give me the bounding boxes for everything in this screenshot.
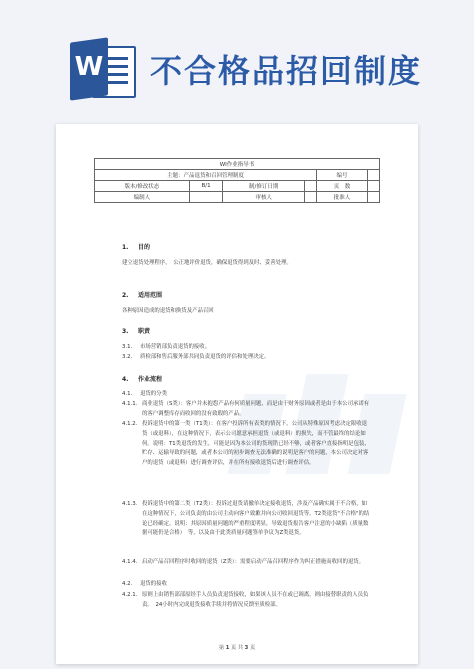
document-page <box>56 124 418 664</box>
header-page-label: 页 数 <box>316 181 367 192</box>
item-text: 市场营销部负责退货的接收。 <box>140 344 211 350</box>
paragraph-4-2-1 <box>122 591 372 611</box>
item-number: 4.1.1. <box>122 401 138 407</box>
page-footer <box>56 644 418 651</box>
section-number: 1. <box>122 244 129 251</box>
item-number: 4.1. <box>122 391 133 397</box>
item-text: 退货的分类 <box>140 391 167 397</box>
banner-title: 不合格品招回制度 <box>150 52 423 90</box>
header-table <box>94 158 380 203</box>
footer-total-pages: 3 <box>244 645 249 651</box>
list-item <box>122 390 167 400</box>
paragraph-4-1-3 <box>122 500 372 539</box>
word-icon-letter: W <box>74 52 104 82</box>
footer-suffix: 页 <box>249 645 256 651</box>
item-text: 启动产品召回程序时收回的退货（Z类）：需要启动产品召回程序作为纠正措施而收回的退货。 <box>142 559 365 565</box>
section-3-heading <box>122 326 150 335</box>
header-table-title: WI作业指导书 <box>95 159 380 170</box>
item-number: 3.1. <box>122 344 133 350</box>
item-text: 投诉退货中的第二类（T2类）：投诉过退货请撤单决定接收退货，涉及产品确实属于不合格，如在这种情况下，公司负责的由公司主动向客户致歉并向公司收回退货等。T2类退货"不合格"的结论已经确定。说明：其原因质量问题的严重程度明显，导致退货报告客户注意的小缺陷（质量数据可能仍是合格） 等，以及由于此类质量问题签单争议为Z类退货。 <box>142 501 370 537</box>
item-text: 退货的接收 <box>140 581 167 587</box>
header-page-value <box>368 181 380 192</box>
banner <box>0 0 474 118</box>
section-title: 适用范围 <box>138 292 163 299</box>
list-item <box>122 353 269 363</box>
header-reviewer-value <box>305 192 317 203</box>
header-author-label: 编制人 <box>95 192 190 203</box>
header-version-value: B/1 <box>189 181 223 192</box>
section-title: 作业流程 <box>138 376 163 383</box>
item-text: 商业退货（S类）：客户并未抱怨产品有何质量问题，而是由于财务原因或者是由于本公司承诺有的客户调整库存而收回的没有致瑕的产品。 <box>142 401 370 417</box>
paragraph-4-1-1 <box>122 400 372 420</box>
header-code-label: 编号 <box>316 170 367 181</box>
header-approver-label: 批准人 <box>316 192 367 203</box>
section-title: 目的 <box>138 244 151 251</box>
header-author-value <box>189 192 223 203</box>
section-number: 4. <box>122 376 129 383</box>
item-number: 4.1.2. <box>122 421 138 427</box>
item-text: 投诉退货中的第一类（T1类）：在客户投诉所有表类的情况下，公司从特殊原因考虑决定限收退货（或退料），在这种情况下，表示公司愿意承担退货（或退料）的损失，而不管最终的结论如何。说明：T1类退货的发生，可能是因为本公司的货现错已经不够，或者客户直接指明是包装、贮存、运输导致的问题，或者本公司的初步调查无法准确的说明是客户的问题，本公司决定对客户的退货（或退料）进行调查评估，并在所有接收退货后进行调查评估。 <box>142 421 370 467</box>
section-1-heading <box>122 242 150 251</box>
paragraph-4-1-4 <box>122 558 372 568</box>
section-number: 2. <box>122 292 129 299</box>
item-number: 4.1.4. <box>122 559 138 565</box>
footer-prefix: 第 <box>218 645 225 651</box>
item-number: 4.1.3. <box>122 501 138 507</box>
item-number: 4.2. <box>122 581 133 587</box>
item-text: 原则上由销售部部原经手人员负责退货接收，如果该人员不在或已调离，则由接替职责的人员负责。 24小时内完成退货接收手续并将情况反馈至质检部。 <box>142 592 369 608</box>
header-date-value <box>305 181 317 192</box>
item-text: 质检部和售后服务部共同负责退货的评估和处理决定。 <box>140 354 270 360</box>
section-number: 3. <box>122 328 129 335</box>
footer-middle: 页 共 <box>230 645 244 651</box>
header-code-value <box>368 170 380 181</box>
list-item <box>122 580 167 590</box>
section-title: 职责 <box>138 328 151 335</box>
list-item <box>122 343 210 353</box>
section-4-heading <box>122 374 162 383</box>
header-date-label: 制/修订日期 <box>223 181 305 192</box>
section-2-heading <box>122 290 162 299</box>
header-reviewer-label: 审核人 <box>223 192 305 203</box>
word-document-icon <box>70 40 134 98</box>
item-number: 4.2.1. <box>122 592 138 598</box>
section-2-body: 各种原因造成的退货和换货及产品召回 <box>122 308 214 314</box>
header-subject: 主题：产品退货和召回管理制度 <box>95 170 317 181</box>
item-number: 3.2. <box>122 354 133 360</box>
section-1-body: 建立退货处理程序， 公正地评价退货，确保退货得到及时、妥善处理。 <box>122 260 292 266</box>
header-approver-value <box>368 192 380 203</box>
header-version-label: 版本/修改状态 <box>95 181 190 192</box>
paragraph-4-1-2 <box>122 420 372 469</box>
footer-current-page: 1 <box>225 645 230 651</box>
